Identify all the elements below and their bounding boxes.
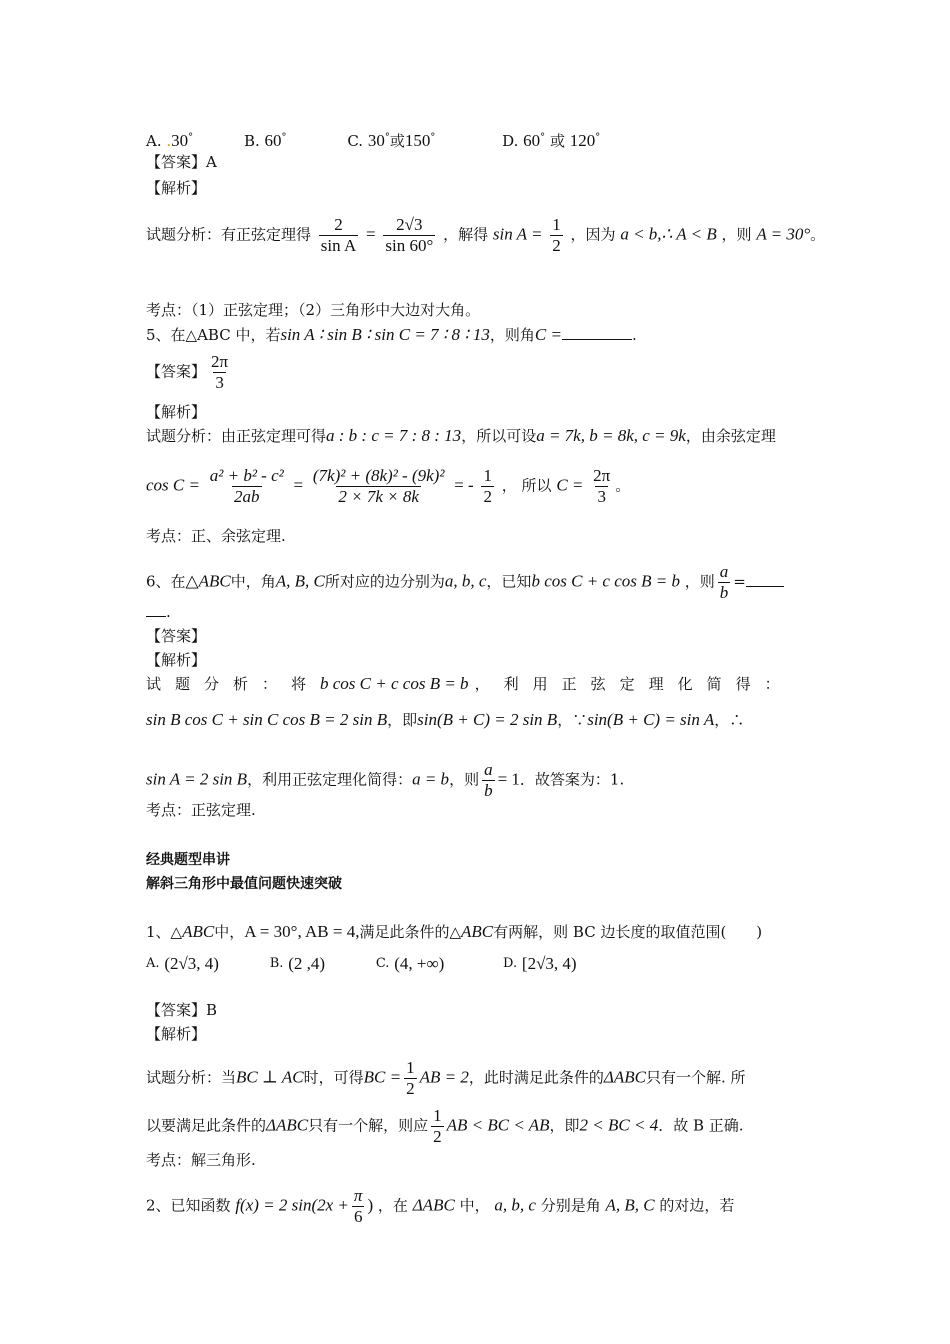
q5-analysis-2: cos C = $\frac{\text{a² + b² - c²}}{2ab}$ = $\frac{\text{(7k)² + (8k)² - (9k)²}}{2 \times 7k \times 8k}$ = - $\frac{1}{2}$ ， 所以 C = $\frac{2\pi}{3}$ 。 <box>146 466 631 506</box>
q6-answer: 【答案】 <box>146 627 207 645</box>
q6-kaodian: 考点：正弦定理. <box>146 801 256 819</box>
q5-jiexi: 【解析】 <box>146 403 207 421</box>
section-title: 经典题型串讲 <box>146 852 230 868</box>
q6-stem-cont: . <box>146 602 171 622</box>
p1-option-c: C. (4, +∞) <box>375 954 445 973</box>
q5-answer: 【答案】 $\frac{2\pi}{3}$ <box>146 352 229 392</box>
p1-jiexi: 【解析】 <box>146 1025 207 1043</box>
p1-stem: 1、△ABC中，A = 30°, AB = 4,满足此条件的△ABC有两解，则 BC 边长度的取值范围( ) <box>146 922 763 941</box>
q6-analysis-1: 试题分析：将b cos C + c cos B = b ，利用正弦定理化简得： <box>146 674 794 693</box>
q6-jiexi: 【解析】 <box>146 651 207 669</box>
p1-options <box>146 954 577 974</box>
p1-option-b: B. (2 ,4) <box>269 954 326 973</box>
section-subtitle: 解斜三角形中最值问题快速突破 <box>146 876 342 892</box>
p2-stem: 2、已知函数 f(x) = 2 sin(2x + $\frac{\pi}{6}$ ) ，在 ΔABC 中， a, b, c 分别是角 A, B, C 的对边，若 <box>146 1186 735 1226</box>
p1-kaodian: 考点：解三角形. <box>146 1151 256 1169</box>
option-c: C. 30°或150° <box>347 131 436 150</box>
option-a: A. .30° <box>146 131 194 150</box>
q5-stem: 5、在△ABC 中，若sin A ∶ sin B ∶ sin C = 7 ∶ 8 ∶ 13，则角C = . <box>146 325 637 344</box>
q6-analysis-2: sin B cos C + sin C cos B = 2 sin B，即sin(B + C) = 2 sin B，∵sin(B + C) = sin A，∴ <box>146 710 745 729</box>
p1-analysis-1: 试题分析：当BC ⊥ AC时，可得BC = $\frac{1}{2}$ AB = 2，此时满足此条件的ΔABC只有一个解. 所 <box>146 1058 746 1098</box>
q4-options <box>146 128 600 151</box>
option-b: B. 60° <box>243 131 287 150</box>
q4-answer: 【答案】A <box>146 153 217 171</box>
q5-analysis-1: 试题分析：由正弦定理可得a : b : c = 7 : 8 : 13，所以可设a = 7k, b = 8k, c = 9k，由余弦定理 <box>146 426 776 445</box>
option-d: D. 60° 或 120° <box>502 131 601 150</box>
p1-analysis-2: 以要满足此条件的ΔABC只有一个解，则应 $\frac{1}{2}$ AB < BC < AB，即2 < BC < 4．故 B 正确. <box>146 1106 744 1146</box>
q6-stem: 6、在△ABC中，角A, B, C所对应的边分别为a, b, c，已知b cos C + c cos B = b ，则 $\frac{a}{b}$ = <box>146 562 784 603</box>
q5-kaodian: 考点：正、余弦定理. <box>146 527 286 545</box>
q4-kaodian: 考点：（1）正弦定理；（2）三角形中大边对大角。 <box>146 301 481 319</box>
p1-answer: 【答案】B <box>146 1001 218 1019</box>
q6-analysis-3: sin A = 2 sin B，利用正弦定理化简得：a = b，则 $\frac{a}{b}$ = 1．故答案为：1. <box>146 760 625 800</box>
q4-jiexi: 【解析】 <box>146 179 207 197</box>
p1-option-d: D. [2√3, 4) <box>503 954 577 973</box>
q4-analysis: 试题分析：有正弦定理得 $\frac{2}{\text{sin A}}$ = $\frac{2√3}{\sin 60^\circ}$ ，解得 sin A = $\frac{1}{2}$ ，因为 a < b,∴ A < B ，则 A = 30°。 <box>146 215 826 255</box>
p1-option-a: A. (2√3, 4) <box>146 954 219 973</box>
